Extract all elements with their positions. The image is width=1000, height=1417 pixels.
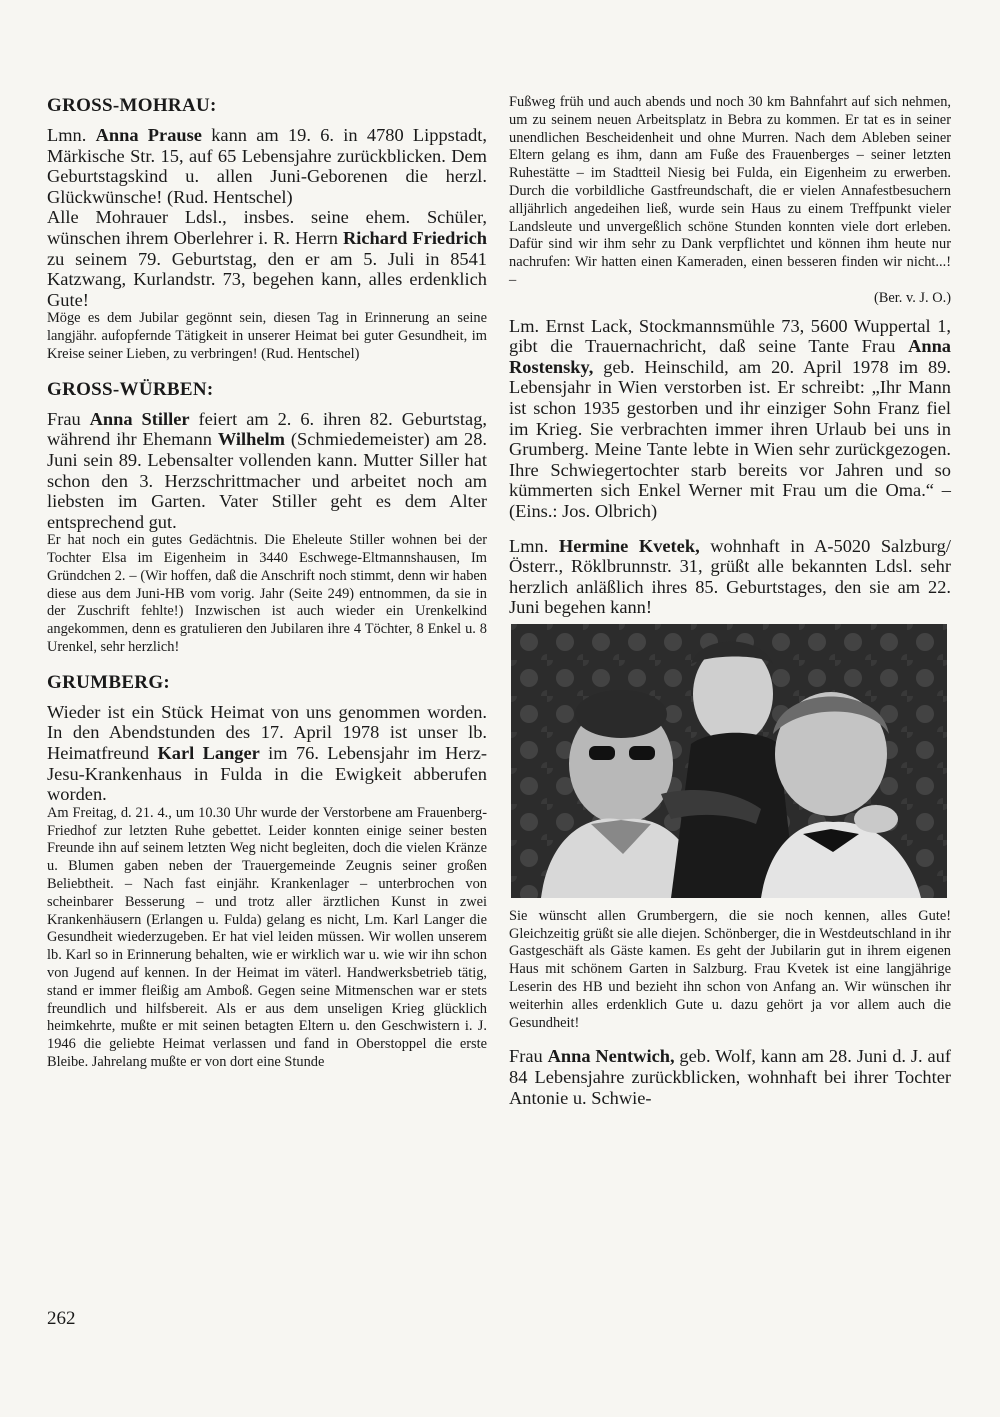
person-name: Anna Prause	[95, 125, 202, 145]
paragraph: Frau Anna Nentwich, geb. Wolf, kann am 28. Juni d. J. auf 84 Lebensjahre zurückblicken, wohnhaft bei ihrer Tochter Antonie u. Schwie-	[509, 1046, 951, 1108]
section-heading: GROSS-WÜRBEN:	[47, 378, 214, 400]
section-heading: GRUMBERG:	[47, 671, 171, 693]
paragraph: Lmn. Hermine Kvetek, wohnhaft in A-5020 Salzburg/Österr., Röklbrunnstr. 31, grüßt alle bekannten Ldsl. sehr herzlich anläßlich ihres 85. Geburtstages, den sie am 22. Juni begehen kann!	[509, 535, 951, 618]
paragraph: Möge es dem Jubilar gegönnt sein, diesen Tag in Erinnerung an seine langjähr. aufopfernde Tätigkeit in unserer Heimat bei guter Gesundheit, im Kreise seiner Lieben, zu verbringen! (Rud. Hentschel)	[47, 310, 487, 362]
person-name: Anna Stiller	[89, 408, 190, 429]
section-grumberg	[47, 671, 487, 1072]
photo-image	[511, 624, 947, 898]
paragraph: Frau Anna Stiller feiert am 2. 6. ihren 82. Geburtstag, während ihr Ehemann Wilhelm (Schmiedemeister) am 28. Juni sein 89. Lebensalter vollenden kann. Mutter Siller hat schon den 3. Herzschrittmacher und arbeitet noch am liebsten im Garten. Vater Stiller geht es dem Alter entsprechend gut.	[47, 408, 487, 532]
paragraph: Er hat noch ein gutes Gedächtnis. Die Eheleute Stiller wohnen bei der Tochter Elsa im Eigenheim in 3440 Eschwege-Eltmannshausen, Im Gründchen 2. – (Wir hoffen, daß die Anschrift noch stimmt, denn wir haben diese aus dem Juni-HB vom vorig. Jahr (Seite 249) entnommen, da sie in der Zuschrift fehlte!) Inzwischen ist auch wieder ein Urenkelkind angekommen, denn es gratulieren den Jubilaren ihre 4 Töchter, 8 Enkel u. 8 Urenkel, sehr herzlich!	[47, 532, 487, 656]
person-name: Anna Rostensky,	[509, 336, 951, 377]
left-column	[47, 94, 487, 1072]
person-name: Hermine Kvetek,	[558, 535, 700, 556]
person-name: Anna Nentwich,	[547, 1046, 675, 1067]
paragraph: Lm. Ernst Lack, Stockmannsmühle 73, 5600 Wuppertal 1, gibt die Trauernachricht, daß seine Tante Frau Anna Rostensky, geb. Heinschild, am 20. April 1978 im 89. Lebensjahr in Wien verstorben ist. Er schreibt: „Ihr Mann ist schon 1935 gestorben und ihr einziger Sohn Franz fiel im Krieg. Sie verbrachten immer ihren Urlaub bei uns in Grumberg. Meine Tante lebte in Wien sehr zurückgezogen. Ihre Schwiegertochter starb bereits vor Jahren und so kümmerten sich Enkel Werner mit Frau um die Oma.“ – (Eins.: Jos. Olbrich)	[509, 315, 951, 521]
person-name: Karl Langer	[157, 743, 260, 764]
paragraph: Alle Mohrauer Ldsl., insbes. seine ehem. Schüler, wünschen ihrem Oberlehrer i. R. Herrn Richard Friedrich zu seinem 79. Geburtstag, den er am 5. Juli in 8541 Katzwang, Kurlandstr. 73, begehen kann, alles erdenklich Gute!	[47, 207, 487, 310]
paragraph: Lmn. Anna Prause kann am 19. 6. in 4780 Lippstadt, Märkische Str. 15, auf 65 Lebensjahre zurückblicken. Dem Geburtstagskind u. allen Juni-Geborenen die herzl. Glückwünsche! (Rud. Hentschel)	[47, 125, 487, 207]
person-name: Wilhelm	[217, 429, 285, 450]
signature: (Ber. v. J. O.)	[873, 289, 951, 306]
paragraph: Fußweg früh und auch abends und noch 30 km Bahnfahrt auf sich nehmen, um zu seinem neuen Arbeitsplatz in Bebra zu kommen. Er tat es in seiner unendlichen Bescheidenheit und ohne Murren. Nach dem Ableben seiner Eltern gelang es ihm, dann am Fuße des Frauenberges – seiner letzten Ruhestätte – im Stadtteil Niesig bei Fulda, ein Eigenheim zu erwerben. Durch die vorbildliche Gastfreundschaft, die er vielen Annafestbesuchern alljährlich angedeihen ließ, wurde sein Haus zu einem Treffpunkt vieler Landsleute und unvergeßlich schöne Stunden konnten viele dort erleben. Dafür sind wir ihm sehr zu Dank verpflichtet und können ihm heute nur nachrufen: Wir hatten einen Kameraden, einen besseren finden wir nicht...! –	[509, 94, 951, 288]
paragraph: Am Freitag, d. 21. 4., um 10.30 Uhr wurde der Verstorbene am Frauenberg-Friedhof zur letzten Ruhe gebettet. Leider konnten einige seiner besten Freunde ihn auf seinem letzten Weg nicht begleiten, doch die vielen Kränze u. Blumen gaben neben der Trauergemeinde Zeugnis seiner großen Beliebtheit. – Nach fast einjähr. Krankenlager – unterbrochen von scheinbarer Besserung – und trotz aller ärztlichen Kunst in zwei Krankenhäusern (Erlangen u. Fulda) gelang es nicht, Lm. Karl Langer die Gesundheit wiederzugeben. Er hat viel leiden müssen. Wir wollen unserem lb. Karl so in Erinnerung behalten, wie er wirklich war u. wie wir ihn schon von Jugend auf kennen. In der Heimat im väterl. Handwerksbetrieb tätig, stand er immer fleißig am Amboß. Gegen seine Mitmenschen war er stets freundlich und hilfsbereit. Als er aus dem unseligen Krieg glücklich heimkehrte, mußte er mit seinen betagten Eltern u. den Geschwistern i. J. 1946 die geliebte Heimat verlassen und fand in Oberstoppel die erste Bleibe. Jahrelang mußte er von dort eine Stunde	[47, 804, 487, 1070]
section-gross-mohrau	[47, 94, 487, 364]
photo-caption: Sie wünscht allen Grumbergern, die sie noch kennen, alles Gute! Gleichzeitig grüßt sie alle diejen. Schönberger, die in Westdeutschland in ihr Gastgeschäft als Gäste kamen. Es geht der Jubilarin gut in ihrem eigenen Haus mit schönem Garten in Salzburg. Frau Kvetek ist eine langjährige Leserin des HB und bezieht ihn schon von Anfang an. Wir wünschen ihr weiterhin alles erdenklich Gute u. dazu gehört ja vor allem auch die Gesundheit!	[509, 907, 951, 1031]
person-name: Richard Friedrich	[342, 227, 487, 248]
right-column	[509, 94, 951, 1108]
section-heading: GROSS-MOHRAU:	[47, 95, 217, 116]
photo	[511, 624, 947, 898]
section-gross-wuerben	[47, 378, 487, 657]
page-number: 262	[47, 1308, 76, 1329]
paragraph: Wieder ist ein Stück Heimat von uns genommen worden. In den Abendstunden des 17. April 1978 ist unser lb. Heimatfreund Karl Langer im 76. Lebensjahr im Herz-Jesu-Krankenhaus in Fulda in die Ewigkeit abberufen worden.	[47, 701, 487, 805]
